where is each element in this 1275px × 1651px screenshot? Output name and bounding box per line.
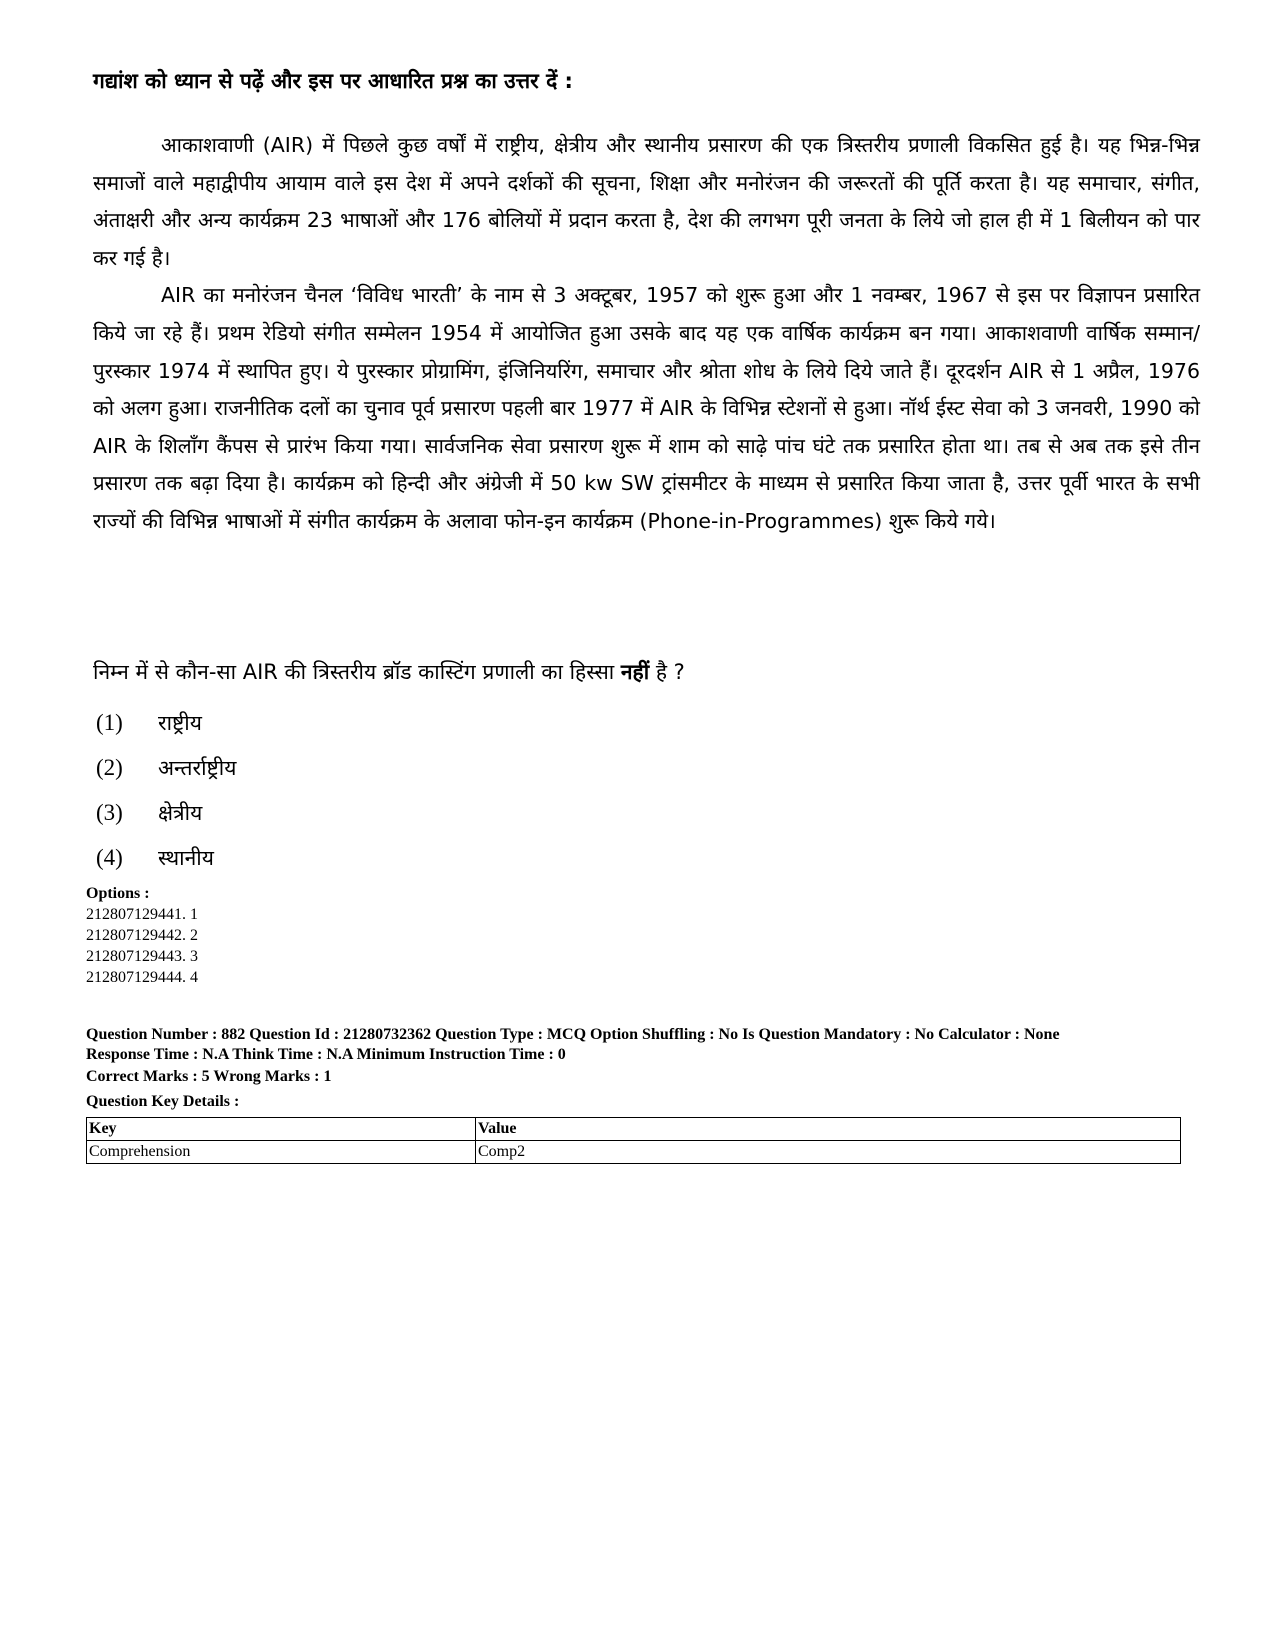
choice-number: (4) [96, 844, 123, 870]
key-details-title: Question Key Details : [86, 1093, 240, 1110]
comprehension-instruction: गद्यांश को ध्यान से पढ़ें और इस पर आधारित प्रश्न का उत्तर दें : [93, 69, 573, 93]
choice-text: स्थानीय [158, 845, 214, 870]
question-metadata-line-2: Response Time : N.A Think Time : N.A Minimum Instruction Time : 0 [86, 1046, 566, 1063]
question-text-end: है ? [649, 660, 685, 684]
choice-number: (1) [96, 709, 123, 735]
options-title: Options : [86, 885, 150, 902]
option-item: 212807129444. 4 [86, 969, 198, 986]
options-list [86, 883, 198, 988]
passage-paragraph-2: AIR का मनोरंजन चैनल ‘विविध भारती’ के नाम से 3 अक्टूबर, 1957 को शुरू हुआ और 1 नवम्बर, 1967 से इस पर विज्ञापन प्रसारित किये जा रहे हैं। प्रथम रेडियो संगीत सम्मेलन 1954 में आयोजित हुआ उसके बाद यह एक वार्षिक कार्यक्रम बन गया। आकाशवाणी वार्षिक सम्मान/पुरस्कार 1974 में स्थापित हुए। ये पुरस्कार प्रोग्रामिंग, इंजिनियरिंग, समाचार और श्रोता शोध के लिये दिये जाते हैं। दूरदर्शन AIR से 1 अप्रैल, 1976 को अलग हुआ। राजनीतिक दलों का चुनाव पूर्व प्रसारण पहली बार 1977 में AIR के विभिन्न स्टेशनों से हुआ। नॉर्थ ईस्ट सेवा को 3 जनवरी, 1990 को AIR के शिलाँग कैंपस से प्रारंभ किया गया। सार्वजनिक सेवा प्रसारण शुरू में शाम को साढ़े पांच घंटे तक प्रसारित होता था। तब से अब तक इसे तीन प्रसारण तक बढ़ा दिया है। कार्यक्रम को हिन्दी और अंग्रेजी में 50 kw SW ट्रांसमीटर के माध्यम से प्रसारित किया जाता है, उत्तर पूर्वी भारत के सभी राज्यों की विभिन्न भाषाओं में संगीत कार्यक्रम के अलावा फोन-इन कार्यक्रम (Phone-in-Programmes) शुरू किये गये। [93, 283, 1200, 533]
comprehension-passage [93, 127, 1200, 541]
answer-choice-2 [96, 745, 696, 790]
table-cell-key: Comprehension [87, 1141, 476, 1164]
option-item: 212807129442. 2 [86, 927, 198, 944]
key-details-table [86, 1117, 1181, 1164]
question-text-emphasis: नहीं [620, 660, 650, 684]
question-metadata [86, 1025, 1236, 1065]
table-header-value: Value [476, 1118, 1181, 1141]
option-item: 212807129441. 1 [86, 906, 198, 923]
answer-choices [96, 700, 696, 880]
option-item: 212807129443. 3 [86, 948, 198, 965]
choice-text: राष्ट्रीय [158, 710, 202, 735]
choice-text: अन्तर्राष्ट्रीय [158, 755, 237, 780]
table-row [87, 1141, 1181, 1164]
table-cell-value: Comp2 [476, 1141, 1181, 1164]
choice-text: क्षेत्रीय [158, 800, 203, 825]
choice-number: (3) [96, 799, 123, 825]
answer-choice-3 [96, 790, 696, 835]
question-text-start: निम्न में से कौन-सा AIR की त्रिस्तरीय ब्रॉड कास्टिंग प्रणाली का हिस्सा [93, 660, 621, 684]
answer-choice-1 [96, 700, 696, 745]
table-header-key: Key [87, 1118, 476, 1141]
passage-paragraph-1: आकाशवाणी (AIR) में पिछले कुछ वर्षों में राष्ट्रीय, क्षेत्रीय और स्थानीय प्रसारण की एक त्रिस्तरीय प्रणाली विकसित हुई है। यह भिन्न-भिन्न समाजों वाले महाद्वीपीय आयाम वाले इस देश में अपने दर्शकों की सूचना, शिक्षा और मनोरंजन की जरूरतों की पूर्ति करता है। यह समाचार, संगीत, अंताक्षरी और अन्य कार्यक्रम 23 भाषाओं और 176 बोलियों में प्रदान करता है, देश की लगभग पूरी जनता के लिये जो हाल ही में 1 बिलीयन को पार कर गई है। [93, 133, 1200, 270]
marks-info: Correct Marks : 5 Wrong Marks : 1 [86, 1068, 332, 1085]
table-header-row [87, 1118, 1181, 1141]
question-metadata-line-1: Question Number : 882 Question Id : 21280732362 Question Type : MCQ Option Shuffling : No Is Question Mandatory : No Calculator : None [86, 1026, 1060, 1043]
answer-choice-4 [96, 835, 696, 880]
question-text [93, 655, 1200, 689]
choice-number: (2) [96, 754, 123, 780]
